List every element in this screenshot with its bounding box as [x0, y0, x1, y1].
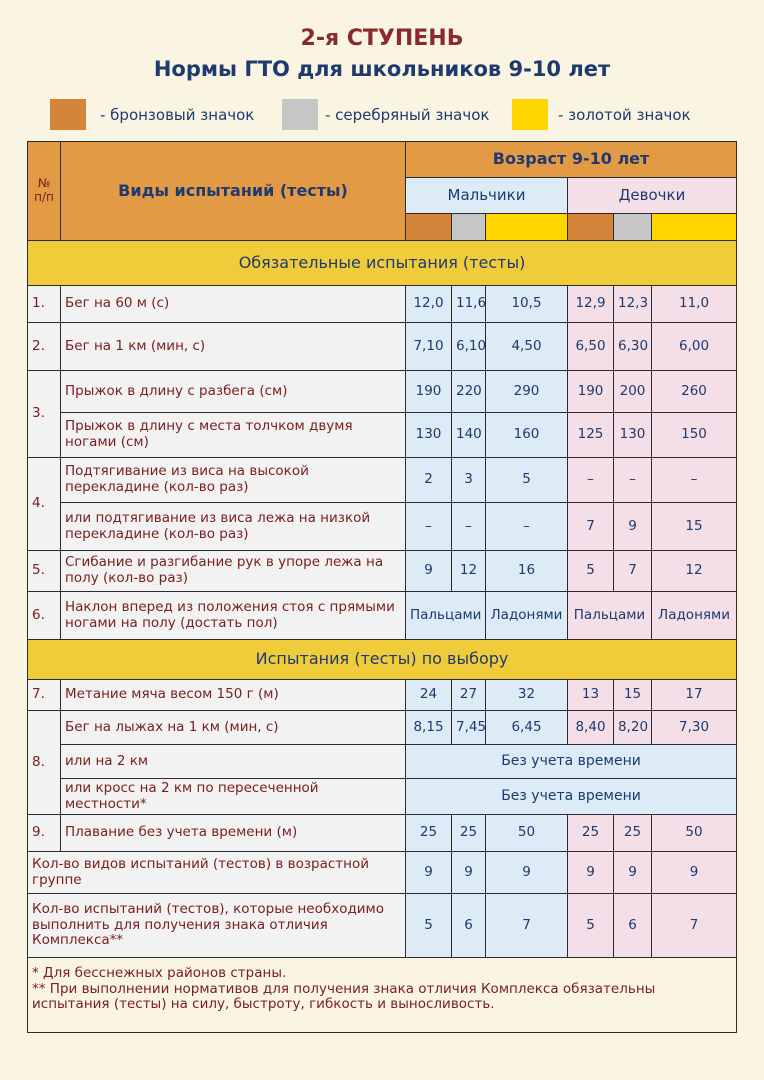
row-num: 5. — [28, 551, 61, 592]
table-row — [28, 592, 737, 640]
value-cell: 11,0 — [652, 286, 737, 323]
value-cell: 3 — [452, 458, 486, 503]
legend — [0, 99, 764, 131]
value-cell: – — [568, 458, 614, 503]
value-cell: 25 — [406, 815, 452, 852]
value-cell: 50 — [652, 815, 737, 852]
num-header: № п/п — [28, 142, 61, 241]
stage-title: 2-я СТУПЕНЬ — [300, 26, 464, 51]
value-cell: 16 — [486, 551, 568, 592]
test-name: Метание мяча весом 150 г (м) — [61, 680, 406, 711]
table-row — [28, 286, 737, 323]
test-name: или на 2 км — [61, 745, 406, 779]
test-name: Прыжок в длину с места толчком двумя ногами (см) — [61, 413, 406, 458]
bronze-swatch — [50, 99, 86, 130]
test-name: Бег на лыжах на 1 км (мин, с) — [61, 711, 406, 745]
value-cell: 7 — [614, 551, 652, 592]
tests-header: Виды испытаний (тесты) — [61, 142, 406, 241]
legend-gold-label: - золотой значок — [558, 106, 691, 124]
test-name: или кросс на 2 км по пересеченной местности* — [61, 779, 406, 815]
value-cell: 32 — [486, 680, 568, 711]
age-header: Возраст 9-10 лет — [406, 142, 737, 178]
value-cell: 4,50 — [486, 323, 568, 371]
value-cell: 6,00 — [652, 323, 737, 371]
value-cell: 7 — [652, 894, 737, 958]
value-cell: Ладонями — [652, 592, 737, 640]
value-cell: 6,10 — [452, 323, 486, 371]
value-cell: 25 — [452, 815, 486, 852]
bronze-cell — [568, 214, 614, 241]
row-num: 2. — [28, 323, 61, 371]
value-cell: 9 — [652, 852, 737, 894]
table-row — [28, 815, 737, 852]
value-cell: 290 — [486, 371, 568, 413]
value-cell: 6,45 — [486, 711, 568, 745]
value-cell: 9 — [568, 852, 614, 894]
test-name: Сгибание и разгибание рук в упоре лежа на полу (кол-во раз) — [61, 551, 406, 592]
table-row — [28, 779, 737, 815]
value-cell: 12,9 — [568, 286, 614, 323]
section-optional: Испытания (тесты) по выбору — [28, 640, 737, 680]
girls-header: Девочки — [568, 178, 737, 214]
boys-header: Мальчики — [406, 178, 568, 214]
value-cell: 8,15 — [406, 711, 452, 745]
value-cell: 220 — [452, 371, 486, 413]
gold-cell — [652, 214, 737, 241]
legend-silver-label: - серебряный значок — [325, 106, 490, 124]
legend-bronze-label: - бронзовый значок — [100, 106, 255, 124]
value-cell: 13 — [568, 680, 614, 711]
value-cell: Пальцами — [568, 592, 652, 640]
table-row — [28, 745, 737, 779]
value-cell: Ладонями — [486, 592, 568, 640]
value-cell: 7,45 — [452, 711, 486, 745]
value-cell: 7 — [568, 503, 614, 551]
test-name: Бег на 60 м (с) — [61, 286, 406, 323]
value-cell: 15 — [614, 680, 652, 711]
table-row — [28, 852, 737, 894]
test-name: Плавание без учета времени (м) — [61, 815, 406, 852]
row-num: 6. — [28, 592, 61, 640]
value-cell: 8,20 — [614, 711, 652, 745]
row-num: 8. — [28, 711, 61, 815]
page-title: Нормы ГТО для школьников 9-10 лет — [153, 57, 611, 81]
section-required: Обязательные испытания (тесты) — [28, 241, 737, 286]
value-cell: – — [614, 458, 652, 503]
test-name: Прыжок в длину с разбега (см) — [61, 371, 406, 413]
value-cell: – — [452, 503, 486, 551]
value-cell: 5 — [486, 458, 568, 503]
value-cell: 2 — [406, 458, 452, 503]
value-cell: 160 — [486, 413, 568, 458]
value-cell: 9 — [614, 852, 652, 894]
value-cell: 6 — [452, 894, 486, 958]
value-cell: 6,30 — [614, 323, 652, 371]
value-cell: – — [406, 503, 452, 551]
value-cell: 15 — [652, 503, 737, 551]
table-row — [28, 458, 737, 503]
count-required-label: Кол-во испытаний (тестов), которые необходимо выполнить для получения знака отличия Комплекса** — [28, 894, 406, 958]
gold-cell — [486, 214, 568, 241]
value-cell: 260 — [652, 371, 737, 413]
footnote-1: * Для бесснежных районов страны. — [32, 965, 287, 981]
value-cell: 12 — [452, 551, 486, 592]
row-num: 1. — [28, 286, 61, 323]
value-cell: 7,10 — [406, 323, 452, 371]
value-cell: – — [486, 503, 568, 551]
footnotes — [28, 958, 737, 1033]
silver-swatch — [282, 99, 318, 130]
value-cell: 17 — [652, 680, 737, 711]
value-cell: 9 — [406, 852, 452, 894]
value-cell: 7,30 — [652, 711, 737, 745]
value-cell: 25 — [568, 815, 614, 852]
value-cell: 130 — [406, 413, 452, 458]
value-cell: 9 — [486, 852, 568, 894]
bronze-cell — [406, 214, 452, 241]
value-cell: 9 — [406, 551, 452, 592]
test-name: или подтягивание из виса лежа на низкой перекладине (кол-во раз) — [61, 503, 406, 551]
test-name: Подтягивание из виса на высокой перекладине (кол-во раз) — [61, 458, 406, 503]
value-cell: 5 — [406, 894, 452, 958]
table-row — [28, 894, 737, 958]
table-row — [28, 503, 737, 551]
value-cell: 5 — [568, 551, 614, 592]
value-cell: 25 — [614, 815, 652, 852]
value-cell: 130 — [614, 413, 652, 458]
footnote-2: ** При выполнении нормативов для получения знака отличия Комплекса обязательны испытания (тесты) на силу, быстроту, гибкость и выносливость. — [32, 980, 656, 1013]
value-cell: 5 — [568, 894, 614, 958]
value-cell: 7 — [486, 894, 568, 958]
value-cell: 9 — [452, 852, 486, 894]
table-row — [28, 551, 737, 592]
value-cell: Без учета времени — [406, 779, 737, 815]
value-cell: 10,5 — [486, 286, 568, 323]
gold-swatch — [512, 99, 548, 130]
table-row — [28, 323, 737, 371]
value-cell: 8,40 — [568, 711, 614, 745]
row-num: 4. — [28, 458, 61, 551]
value-cell: 12,3 — [614, 286, 652, 323]
table-row — [28, 711, 737, 745]
value-cell: 24 — [406, 680, 452, 711]
table-row — [28, 413, 737, 458]
value-cell: – — [652, 458, 737, 503]
value-cell: Без учета времени — [406, 745, 737, 779]
value-cell: 9 — [614, 503, 652, 551]
value-cell: 12 — [652, 551, 737, 592]
value-cell: 125 — [568, 413, 614, 458]
silver-cell — [614, 214, 652, 241]
test-name: Наклон вперед из положения стоя с прямыми ногами на полу (достать пол) — [61, 592, 406, 640]
value-cell: 6,50 — [568, 323, 614, 371]
count-tests-label: Кол-во видов испытаний (тестов) в возрастной группе — [28, 852, 406, 894]
value-cell: 11,6 — [452, 286, 486, 323]
row-num: 9. — [28, 815, 61, 852]
value-cell: 190 — [568, 371, 614, 413]
value-cell: 140 — [452, 413, 486, 458]
value-cell: 6 — [614, 894, 652, 958]
table-row — [28, 371, 737, 413]
value-cell: 190 — [406, 371, 452, 413]
table-row — [28, 680, 737, 711]
row-num: 3. — [28, 371, 61, 458]
row-num: 7. — [28, 680, 61, 711]
silver-cell — [452, 214, 486, 241]
test-name: Бег на 1 км (мин, с) — [61, 323, 406, 371]
value-cell: 200 — [614, 371, 652, 413]
value-cell: 27 — [452, 680, 486, 711]
gto-norms-table — [27, 141, 737, 1033]
value-cell: 150 — [652, 413, 737, 458]
value-cell: Пальцами — [406, 592, 486, 640]
value-cell: 50 — [486, 815, 568, 852]
value-cell: 12,0 — [406, 286, 452, 323]
